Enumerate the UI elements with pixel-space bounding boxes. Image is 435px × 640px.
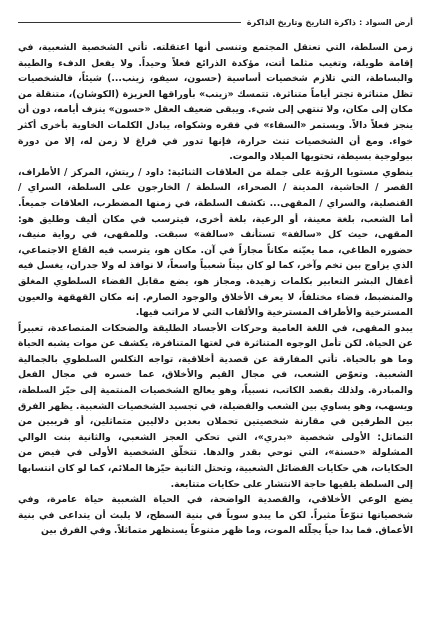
header-rule	[18, 22, 241, 23]
paragraph: زمن السلطة، التي تعتقل المجتمع وتنسى أنها اعتقلته. تأتي الشخصية الشعبية، في إقامة طويلة، وتغيب مثلما أتت، مؤكدة الذرائع فعلاً وحيداً. ولا يفعل الدفء والطيبة والبساطة، التي تلازم شخصيات أساسية (حسون، سيفو، زينب...) شيئاً، فالشخصيات تظل متناثرة تجتر أياماً متناثرة. تتمسك «زينب» بأوراقها العزيزة (الكوشان)، متنقلة من مكان إلى مكان، ولا تنتهي إلى شيء. ويبقى ضعيف العقل «حسون» ينزف أيامه، دون أن ينجز فعلاً دالاً. ويستمر «السقاء» في فقره وشكواه، يبادل الكلمات الخاوية بأخرى أكثر خواء. ومع أن الشخصيات تنث حرارة، فإنها تدور في فراغ لا زمن له، إلا من دورة بيولوجية بسيطة، تحتويها الميلاد والموت.	[18, 42, 413, 163]
chapter-title: ذاكرة التاريخ وتاريخ الذاكرة	[246, 17, 356, 27]
paragraph: يضع الوعي الأخلاقي، والقصدية الواضحة، في الحياة الشعبية حياة عامرة، وفي شخصياتها تنوّعاً مثيراً. لكن ما يبدو سوياً في بنية السطح، لا يلبث أن يتداعى في بنية الأعماق. فما بدا حياً يجلّله الموت، وما ظهر متنوعاً يستظهر متماثلاً. وفي الفرق بين	[18, 494, 413, 537]
book-title: أرض السواد	[365, 17, 413, 27]
body-text	[18, 40, 413, 539]
running-header	[18, 14, 413, 30]
paragraph: يبدو المقهى، في اللغة العامية وحركات الأجساد الطليقة والضحكات المتصاعدة، تعبيراً عن الحياة. لكن تأمل الوجوه المتناثرة في لغتها المتنافرة، يكشف عن موات يشبه الحياة وما هو بالحياة. تأتي المفارقة عن قصدية أخلاقية، تواجه التكلس السلطوي بالجمالية الشعبية. وتعوّض الشعب، في مجال القيم والأخلاق، عما خسره في مجال الفعل والمبادرة. ولذلك بقصد الكاتب، نسبياً، وهو يعالج الشخصيات المنتمية إلى حيّز السلطة، ويسهب، وهو يساوي بين الشعب والفضيلة، في تجسيد الشخصيات الشعبية. يظهر الفرق بين الطرفين في مقارنة شخصيتين تحملان بعدين دلاليين متماثلين، أو قريبين من التماثل: الأولى شخصية «بدري»، التي تحكي العجز الشعبي، والثانية بنت الوالي المشلولة «حسنة»، التي توحي بقدر والدها. تتخلّق الشخصية الأولى في فيض من الحكايات، هي حكايات الفضائل الشعبية، وتحتل الثانية حيّزها الملائم، كما لو كان انتسابها إلى السلطة يلقيها حاجة الانتشار على حكايات متتابعة.	[18, 322, 413, 490]
paragraph: ينطوي مستويا الرؤية على جملة من العلاقات الثنائية: داود / ريتش، المركز / الأطراف، القصر / الحاشية، المدينة / الصحراء، السلطة / الخارجون على السلطة، السراي / القنصلية، والسراي / المقهى... تكشف السلطة، في زمنها المضطرب، العلاقات جميعاً. أما الشعب، بلغة معينة، أو الرعية، بلغة أخرى، فيترسب في مكان أليف وطليق هو: المقهى، حيث كل «سالفة» تستأنف «سالفة» سبقت. وللمقهى، في رواية منيف، حضوره الطاغي، مما يعيّنه مكاناً مجازاً في آن. مكان هو، يترسب فيه القاع الاجتماعي، الذي يزاوج بين تخم وآخر، كما لو كان بيتاً شعبياً واسعاً، لا نوافذ له ولا جدران، يغسل فيه أغفال البشر التعابير بكلمات زهيدة. ومجاز هو، يضع مقابل الفضاء السلطوي المغلق والمنضبط، فضاء مختلفاً، لا يعرف الأخلاق والوجود الصارم. إنه مكان القهقهة والعيون المسترخية والأطراف المسترخية والألقاب التي لا مراتب فيها.	[18, 166, 413, 319]
header-separator: :	[358, 17, 363, 27]
